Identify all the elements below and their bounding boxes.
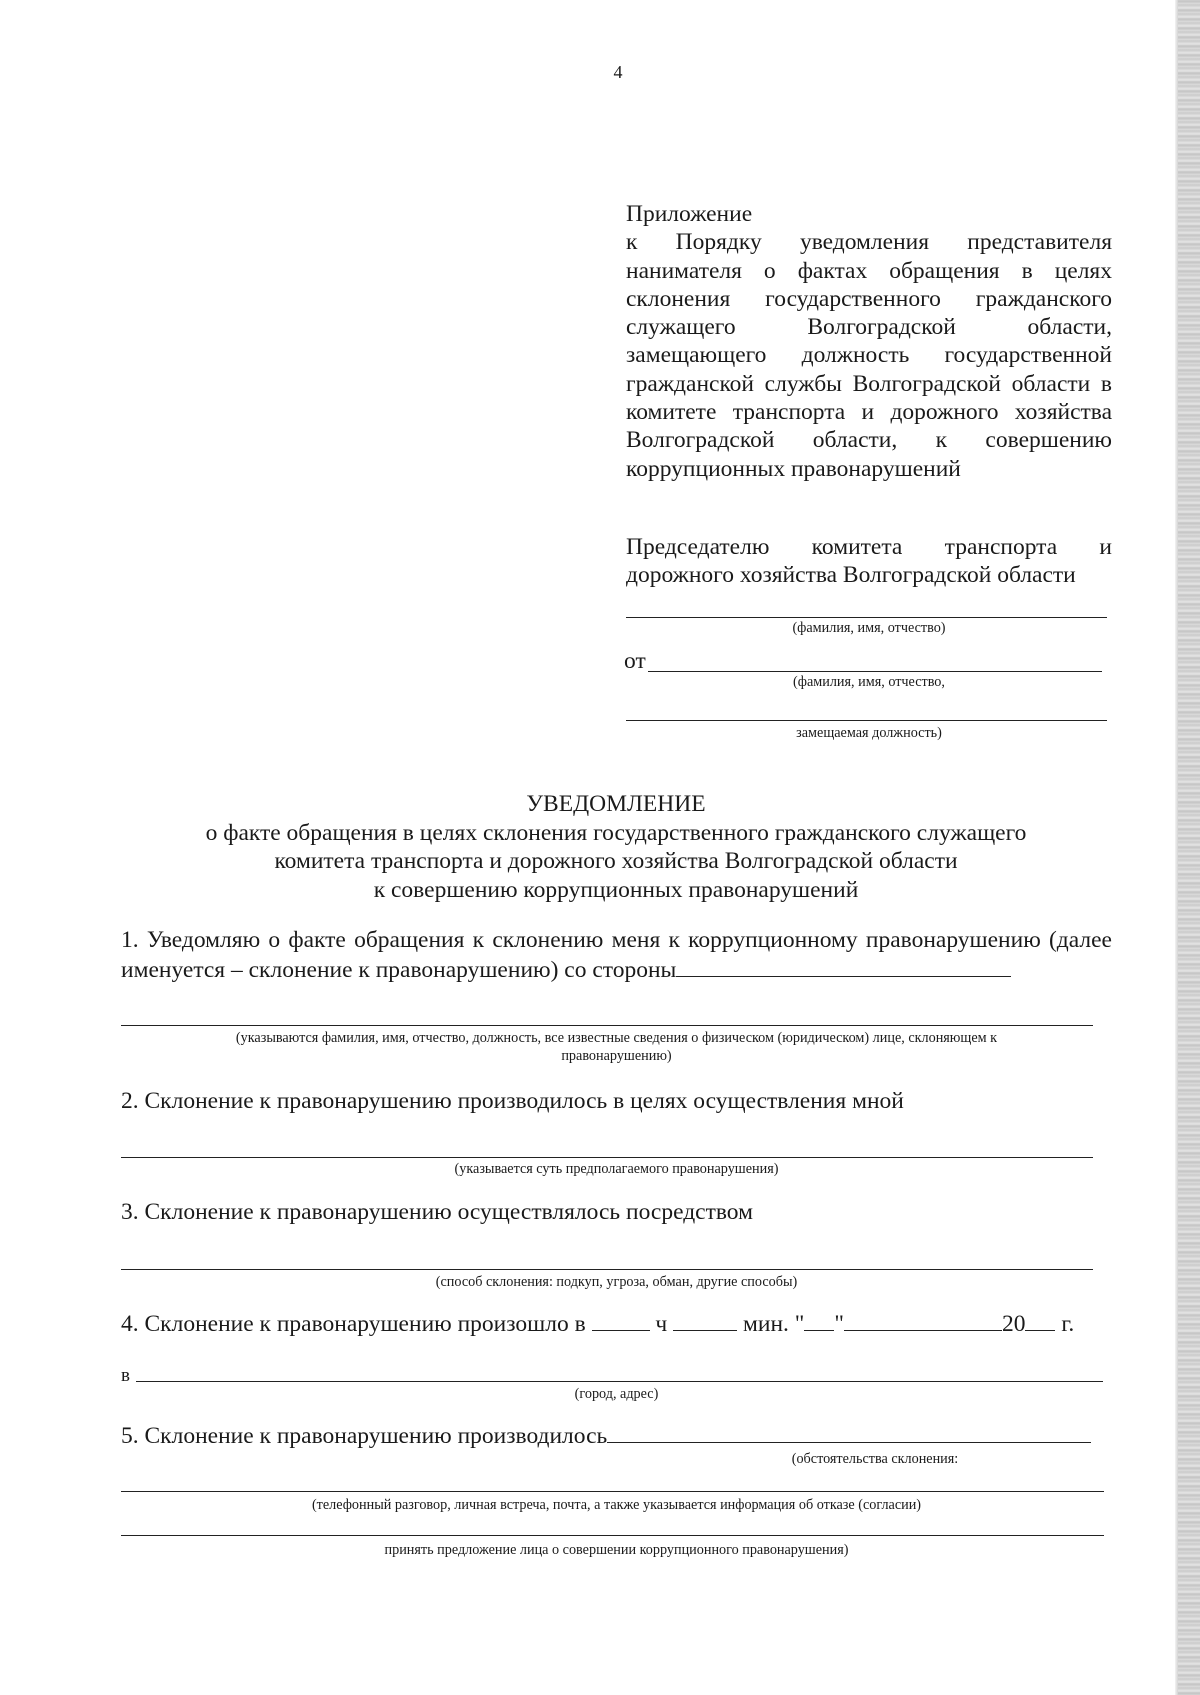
- item-1-text: 1. Уведомляю о факте обращения к склонению меня к коррупционному правонарушению (далее именуется – склонение к правонарушению) со стороны: [121, 927, 1112, 983]
- item-4-caption: (город, адрес): [574, 1386, 659, 1402]
- notice-subtitle-1: о факте обращения в целях склонения государственного гражданского служащего: [205, 819, 1027, 846]
- notice-subtitle-2: комитета транспорта и дорожного хозяйства Волгоградской области: [274, 848, 958, 874]
- year-prefix: 20: [1001, 1311, 1026, 1337]
- appendix-text: к Порядку уведомления представителя нанимателя о фактах обращения в целях склонения государственного гражданского служащего Волгоградской области, замещающего должность государственной гражданской службы Волгоградской области в комитете транспорта и дорожного хозяйства Волгоградской области, к совершению коррупционных правонарушений: [626, 229, 1112, 482]
- item-2-caption: (указывается суть предполагаемого правонарушения): [454, 1161, 779, 1177]
- place-fill-line[interactable]: [136, 1381, 1103, 1382]
- item-3-caption: (способ склонения: подкуп, угроза, обман, другие способы): [435, 1274, 798, 1290]
- place-label: в: [121, 1365, 130, 1386]
- day-blank[interactable]: [804, 1330, 834, 1331]
- item-1-caption-1: (указываются фамилия, имя, отчество, должность, все известные сведения о физическом (юридическом) лице, склоняющем к: [235, 1030, 998, 1046]
- month-blank[interactable]: [844, 1330, 1002, 1331]
- item-5-caption-1: (обстоятельства склонения:: [791, 1451, 959, 1467]
- item-5-caption-2: (телефонный разговор, личная встреча, почта, а также указывается информация об отказе (согласии): [311, 1497, 922, 1513]
- year-blank[interactable]: [1025, 1330, 1055, 1331]
- item-4: [121, 1309, 1112, 1339]
- appendix-title: Приложение: [626, 201, 753, 227]
- hours-blank[interactable]: [592, 1330, 650, 1331]
- addressee-text: Председателю комитета транспорта и дорожного хозяйства Волгоградской области: [626, 534, 1112, 589]
- day-quote-close: ": [834, 1311, 844, 1337]
- from-label: от: [624, 648, 646, 674]
- item-1: [121, 925, 1112, 985]
- caption-position: замещаемая должность): [796, 725, 942, 741]
- item-1-inline-line[interactable]: [676, 976, 1011, 977]
- position-line: [626, 720, 1107, 721]
- item-5-fill-line-1[interactable]: [121, 1491, 1104, 1492]
- item-3-text: 3. Склонение к правонарушению осуществлялось посредством: [121, 1199, 753, 1225]
- page-number: 4: [613, 62, 623, 82]
- hours-label: ч: [655, 1311, 668, 1337]
- notice-subtitle-3: к совершению коррупционных правонарушений: [373, 876, 859, 903]
- year-suffix: г.: [1061, 1311, 1075, 1337]
- item-5-text: 5. Склонение к правонарушению производилось: [121, 1423, 608, 1449]
- caption-from-name: (фамилия, имя, отчество,: [793, 674, 945, 690]
- notice-heading: УВЕДОМЛЕНИЕ: [526, 791, 706, 817]
- item-1-caption-2: правонарушению): [561, 1048, 672, 1064]
- item-5-fill-line-2[interactable]: [121, 1535, 1104, 1536]
- appendix-block: [626, 200, 1112, 483]
- scan-edge-shadow: [1178, 0, 1200, 1695]
- item-1-fill-line[interactable]: [121, 1025, 1093, 1026]
- item-2-fill-line[interactable]: [121, 1157, 1093, 1158]
- minutes-blank[interactable]: [673, 1330, 737, 1331]
- day-quote-open: ": [794, 1311, 805, 1337]
- from-name-line: [648, 671, 1102, 672]
- item-5-caption-3: принять предложение лица о совершении коррупционного правонарушения): [384, 1542, 849, 1558]
- item-4-text: 4. Склонение к правонарушению произошло в: [121, 1311, 586, 1337]
- notice-title-block: [120, 790, 1112, 904]
- caption-addressee-name: (фамилия, имя, отчество): [792, 620, 946, 636]
- addressee-name-line: [626, 617, 1107, 618]
- item-5: [121, 1421, 1112, 1451]
- item-3-fill-line[interactable]: [121, 1269, 1093, 1270]
- minutes-label: мин.: [743, 1311, 789, 1337]
- item-2-text: 2. Склонение к правонарушению производилось в целях осуществления мной: [121, 1088, 904, 1114]
- item-5-inline-line[interactable]: [607, 1442, 1091, 1443]
